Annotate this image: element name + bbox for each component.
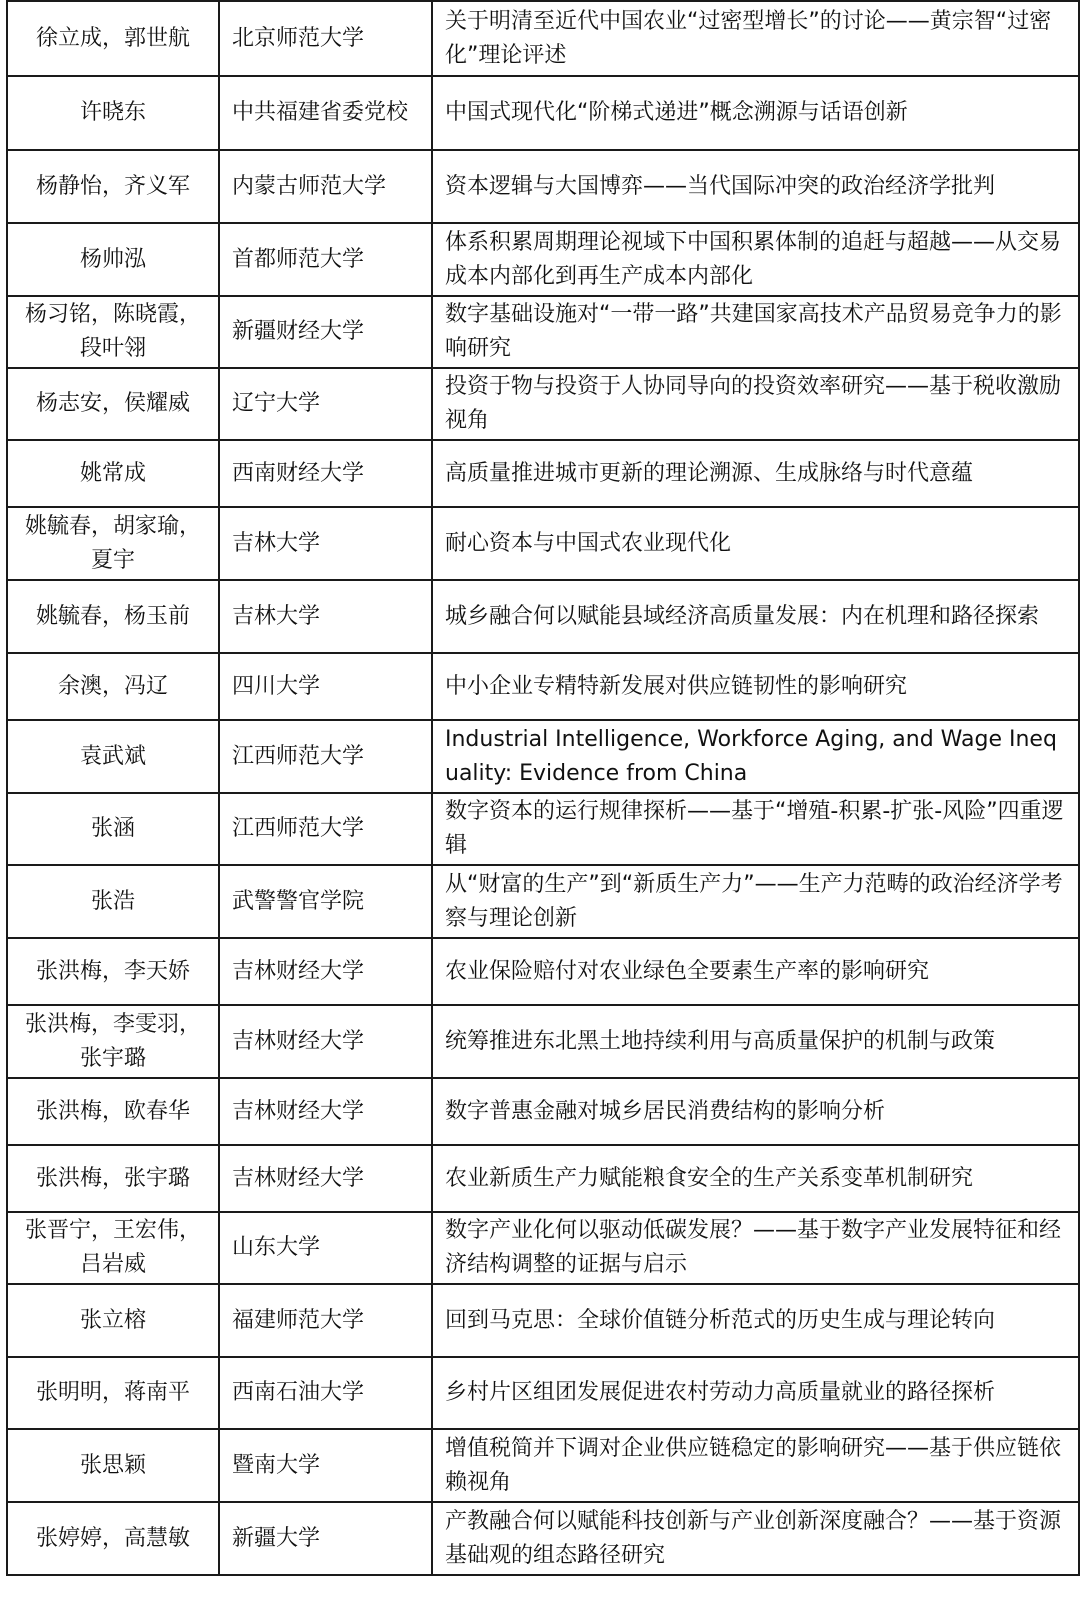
title-cell: 乡村片区组团发展促进农村劳动力高质量就业的路径探析	[432, 1357, 1079, 1429]
table-row	[7, 1, 1079, 76]
institution-cell: 新疆大学	[219, 1502, 432, 1575]
institution-cell: 北京师范大学	[219, 1, 432, 76]
institution-cell: 中共福建省委党校	[219, 76, 432, 150]
title-cell: 体系积累周期理论视域下中国积累体制的追赶与超越——从交易成本内部化到再生产成本内部化	[432, 223, 1079, 296]
institution-cell: 江西师范大学	[219, 793, 432, 865]
institution-cell: 辽宁大学	[219, 368, 432, 440]
author-cell: 杨习铭，陈晓霞，段叶翎	[7, 296, 219, 368]
table-row	[7, 296, 1079, 368]
institution-cell: 内蒙古师范大学	[219, 150, 432, 223]
institution-cell: 暨南大学	[219, 1429, 432, 1502]
author-cell: 杨帅泓	[7, 223, 219, 296]
title-cell: 高质量推进城市更新的理论溯源、生成脉络与时代意蕴	[432, 440, 1079, 507]
author-cell: 张涵	[7, 793, 219, 865]
table-row	[7, 507, 1079, 580]
institution-cell: 吉林财经大学	[219, 1005, 432, 1078]
title-cell: 增值税简并下调对企业供应链稳定的影响研究——基于供应链依赖视角	[432, 1429, 1079, 1502]
author-cell: 张晋宁，王宏伟，吕岩威	[7, 1212, 219, 1284]
table-row	[7, 76, 1079, 150]
title-cell: 中小企业专精特新发展对供应链韧性的影响研究	[432, 653, 1079, 720]
papers-table	[6, 0, 1080, 1576]
table-row	[7, 1284, 1079, 1357]
author-cell: 张洪梅，欧春华	[7, 1078, 219, 1145]
author-cell: 张明明，蒋南平	[7, 1357, 219, 1429]
table-row	[7, 580, 1079, 653]
table-row	[7, 440, 1079, 507]
author-cell: 许晓东	[7, 76, 219, 150]
title-cell: 数字普惠金融对城乡居民消费结构的影响分析	[432, 1078, 1079, 1145]
author-cell: 姚毓春，杨玉前	[7, 580, 219, 653]
table-row	[7, 1429, 1079, 1502]
institution-cell: 首都师范大学	[219, 223, 432, 296]
institution-cell: 西南财经大学	[219, 440, 432, 507]
author-cell: 张洪梅，张宇璐	[7, 1145, 219, 1212]
author-cell: 张洪梅，李天娇	[7, 938, 219, 1005]
table-row	[7, 1005, 1079, 1078]
table-row	[7, 1078, 1079, 1145]
title-cell: 回到马克思：全球价值链分析范式的历史生成与理论转向	[432, 1284, 1079, 1357]
table-row	[7, 1212, 1079, 1284]
title-cell: 城乡融合何以赋能县域经济高质量发展：内在机理和路径探索	[432, 580, 1079, 653]
title-cell: 农业新质生产力赋能粮食安全的生产关系变革机制研究	[432, 1145, 1079, 1212]
author-cell: 杨静怡，齐义军	[7, 150, 219, 223]
title-cell: 耐心资本与中国式农业现代化	[432, 507, 1079, 580]
papers-table-body	[7, 1, 1079, 1575]
table-row	[7, 793, 1079, 865]
institution-cell: 四川大学	[219, 653, 432, 720]
title-cell: 统筹推进东北黑土地持续利用与高质量保护的机制与政策	[432, 1005, 1079, 1078]
author-cell: 袁武斌	[7, 720, 219, 793]
table-row	[7, 1502, 1079, 1575]
title-cell: 资本逻辑与大国博弈——当代国际冲突的政治经济学批判	[432, 150, 1079, 223]
table-row	[7, 653, 1079, 720]
institution-cell: 福建师范大学	[219, 1284, 432, 1357]
author-cell: 张浩	[7, 865, 219, 938]
title-cell: 关于明清至近代中国农业“过密型增长”的讨论——黄宗智“过密化”理论评述	[432, 1, 1079, 76]
title-cell: 中国式现代化“阶梯式递进”概念溯源与话语创新	[432, 76, 1079, 150]
author-cell: 姚常成	[7, 440, 219, 507]
author-cell: 张思颖	[7, 1429, 219, 1502]
title-cell: 数字基础设施对“一带一路”共建国家高技术产品贸易竞争力的影响研究	[432, 296, 1079, 368]
institution-cell: 新疆财经大学	[219, 296, 432, 368]
institution-cell: 西南石油大学	[219, 1357, 432, 1429]
author-cell: 余澳，冯辽	[7, 653, 219, 720]
title-cell: 数字资本的运行规律探析——基于“增殖-积累-扩张-风险”四重逻辑	[432, 793, 1079, 865]
institution-cell: 吉林财经大学	[219, 1078, 432, 1145]
author-cell: 张立榕	[7, 1284, 219, 1357]
table-row	[7, 720, 1079, 793]
title-cell: 从“财富的生产”到“新质生产力”——生产力范畴的政治经济学考察与理论创新	[432, 865, 1079, 938]
institution-cell: 吉林大学	[219, 580, 432, 653]
title-cell: Industrial Intelligence, Workforce Aging, and Wage Inequality: Evidence from China	[432, 720, 1079, 793]
table-row	[7, 150, 1079, 223]
institution-cell: 吉林财经大学	[219, 938, 432, 1005]
institution-cell: 武警警官学院	[219, 865, 432, 938]
title-cell: 数字产业化何以驱动低碳发展？——基于数字产业发展特征和经济结构调整的证据与启示	[432, 1212, 1079, 1284]
author-cell: 杨志安，侯耀威	[7, 368, 219, 440]
author-cell: 张洪梅，李雯羽，张宇璐	[7, 1005, 219, 1078]
title-cell: 农业保险赔付对农业绿色全要素生产率的影响研究	[432, 938, 1079, 1005]
title-cell: 产教融合何以赋能科技创新与产业创新深度融合？——基于资源基础观的组态路径研究	[432, 1502, 1079, 1575]
author-cell: 张婷婷，高慧敏	[7, 1502, 219, 1575]
institution-cell: 江西师范大学	[219, 720, 432, 793]
table-row	[7, 1145, 1079, 1212]
table-row	[7, 938, 1079, 1005]
table-row	[7, 223, 1079, 296]
title-cell: 投资于物与投资于人协同导向的投资效率研究——基于税收激励视角	[432, 368, 1079, 440]
institution-cell: 山东大学	[219, 1212, 432, 1284]
table-row	[7, 865, 1079, 938]
table-row	[7, 368, 1079, 440]
institution-cell: 吉林大学	[219, 507, 432, 580]
institution-cell: 吉林财经大学	[219, 1145, 432, 1212]
table-row	[7, 1357, 1079, 1429]
author-cell: 徐立成，郭世航	[7, 1, 219, 76]
author-cell: 姚毓春，胡家瑜，夏宇	[7, 507, 219, 580]
